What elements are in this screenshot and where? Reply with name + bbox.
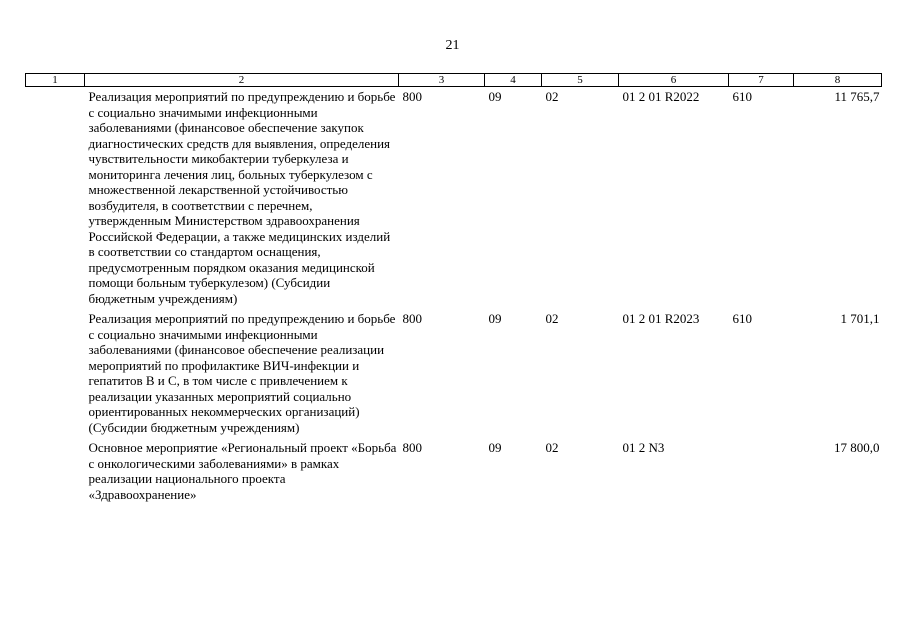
ministry-code-cell: 800 (402, 89, 422, 104)
column-header: 6 (619, 74, 729, 87)
table-row (26, 87, 882, 307)
column-header: 3 (399, 74, 485, 87)
subsection-code-cell: 02 (545, 440, 559, 455)
column-header: 1 (26, 74, 85, 87)
table-row (26, 306, 882, 435)
row-number-cell (26, 87, 85, 307)
section-code-cell: 09 (488, 311, 502, 326)
amount-cell: 17 800,0 (834, 440, 880, 455)
table-header-row (26, 74, 882, 87)
column-header: 7 (729, 74, 794, 87)
section-code-cell: 09 (488, 89, 502, 104)
description-cell: Реализация мероприятий по предупреждению и борьбе с социально значимыми инфекционными заболеваниями (финансовое обеспечение реализации мероприятий по профилактике ВИЧ-инфекции и гепатитов В и С, в том числе с привлечением к реализации указанных мероприятий социально ориентированных некоммерческих организаций) (Субсидии бюджетным учреждениям) (88, 311, 396, 435)
column-header: 2 (85, 74, 399, 87)
column-header: 4 (485, 74, 542, 87)
description-cell: Основное мероприятие «Региональный проект «Борьба с онкологическими заболеваниями» в рамках реализации национального проекта «Здравоохранение» (88, 440, 397, 502)
expense-type-cell: 610 (732, 311, 752, 326)
section-code-cell: 09 (488, 440, 502, 455)
target-article-cell: 01 2 01 R2023 (622, 311, 700, 326)
budget-table (25, 73, 882, 502)
ministry-code-cell: 800 (402, 311, 422, 326)
expense-type-cell: 610 (732, 89, 752, 104)
amount-cell: 1 701,1 (840, 311, 880, 326)
column-header: 5 (542, 74, 619, 87)
ministry-code-cell: 800 (402, 440, 422, 455)
target-article-cell: 01 2 N3 (622, 440, 665, 455)
row-number-cell (26, 435, 85, 502)
subsection-code-cell: 02 (545, 89, 559, 104)
page-number: 21 (445, 38, 460, 53)
table-row (26, 435, 882, 502)
subsection-code-cell: 02 (545, 311, 559, 326)
expense-type-cell (729, 435, 794, 502)
description-cell: Реализация мероприятий по предупреждению и борьбе с социально значимыми инфекционными заболеваниями (финансовое обеспечение закупок диагностических средств для выявления, определения чувствительности микобактерии туберкулеза и мониторинга лечения лиц, больных туберкулезом с множественной лекарственной устойчивостью возбудителя, в соответствии с перечнем, утвержденным Министерством здравоохранения Российской Федерации, а также медицинских изделий в соответствии со стандартом оснащения, предусмотренным порядком оказания медицинской помощи больным туберкулезом) (Субсидии бюджетным учреждениям) (88, 89, 396, 306)
column-header: 8 (794, 74, 882, 87)
row-number-cell (26, 306, 85, 435)
amount-cell: 11 765,7 (834, 89, 880, 104)
target-article-cell: 01 2 01 R2022 (622, 89, 700, 104)
